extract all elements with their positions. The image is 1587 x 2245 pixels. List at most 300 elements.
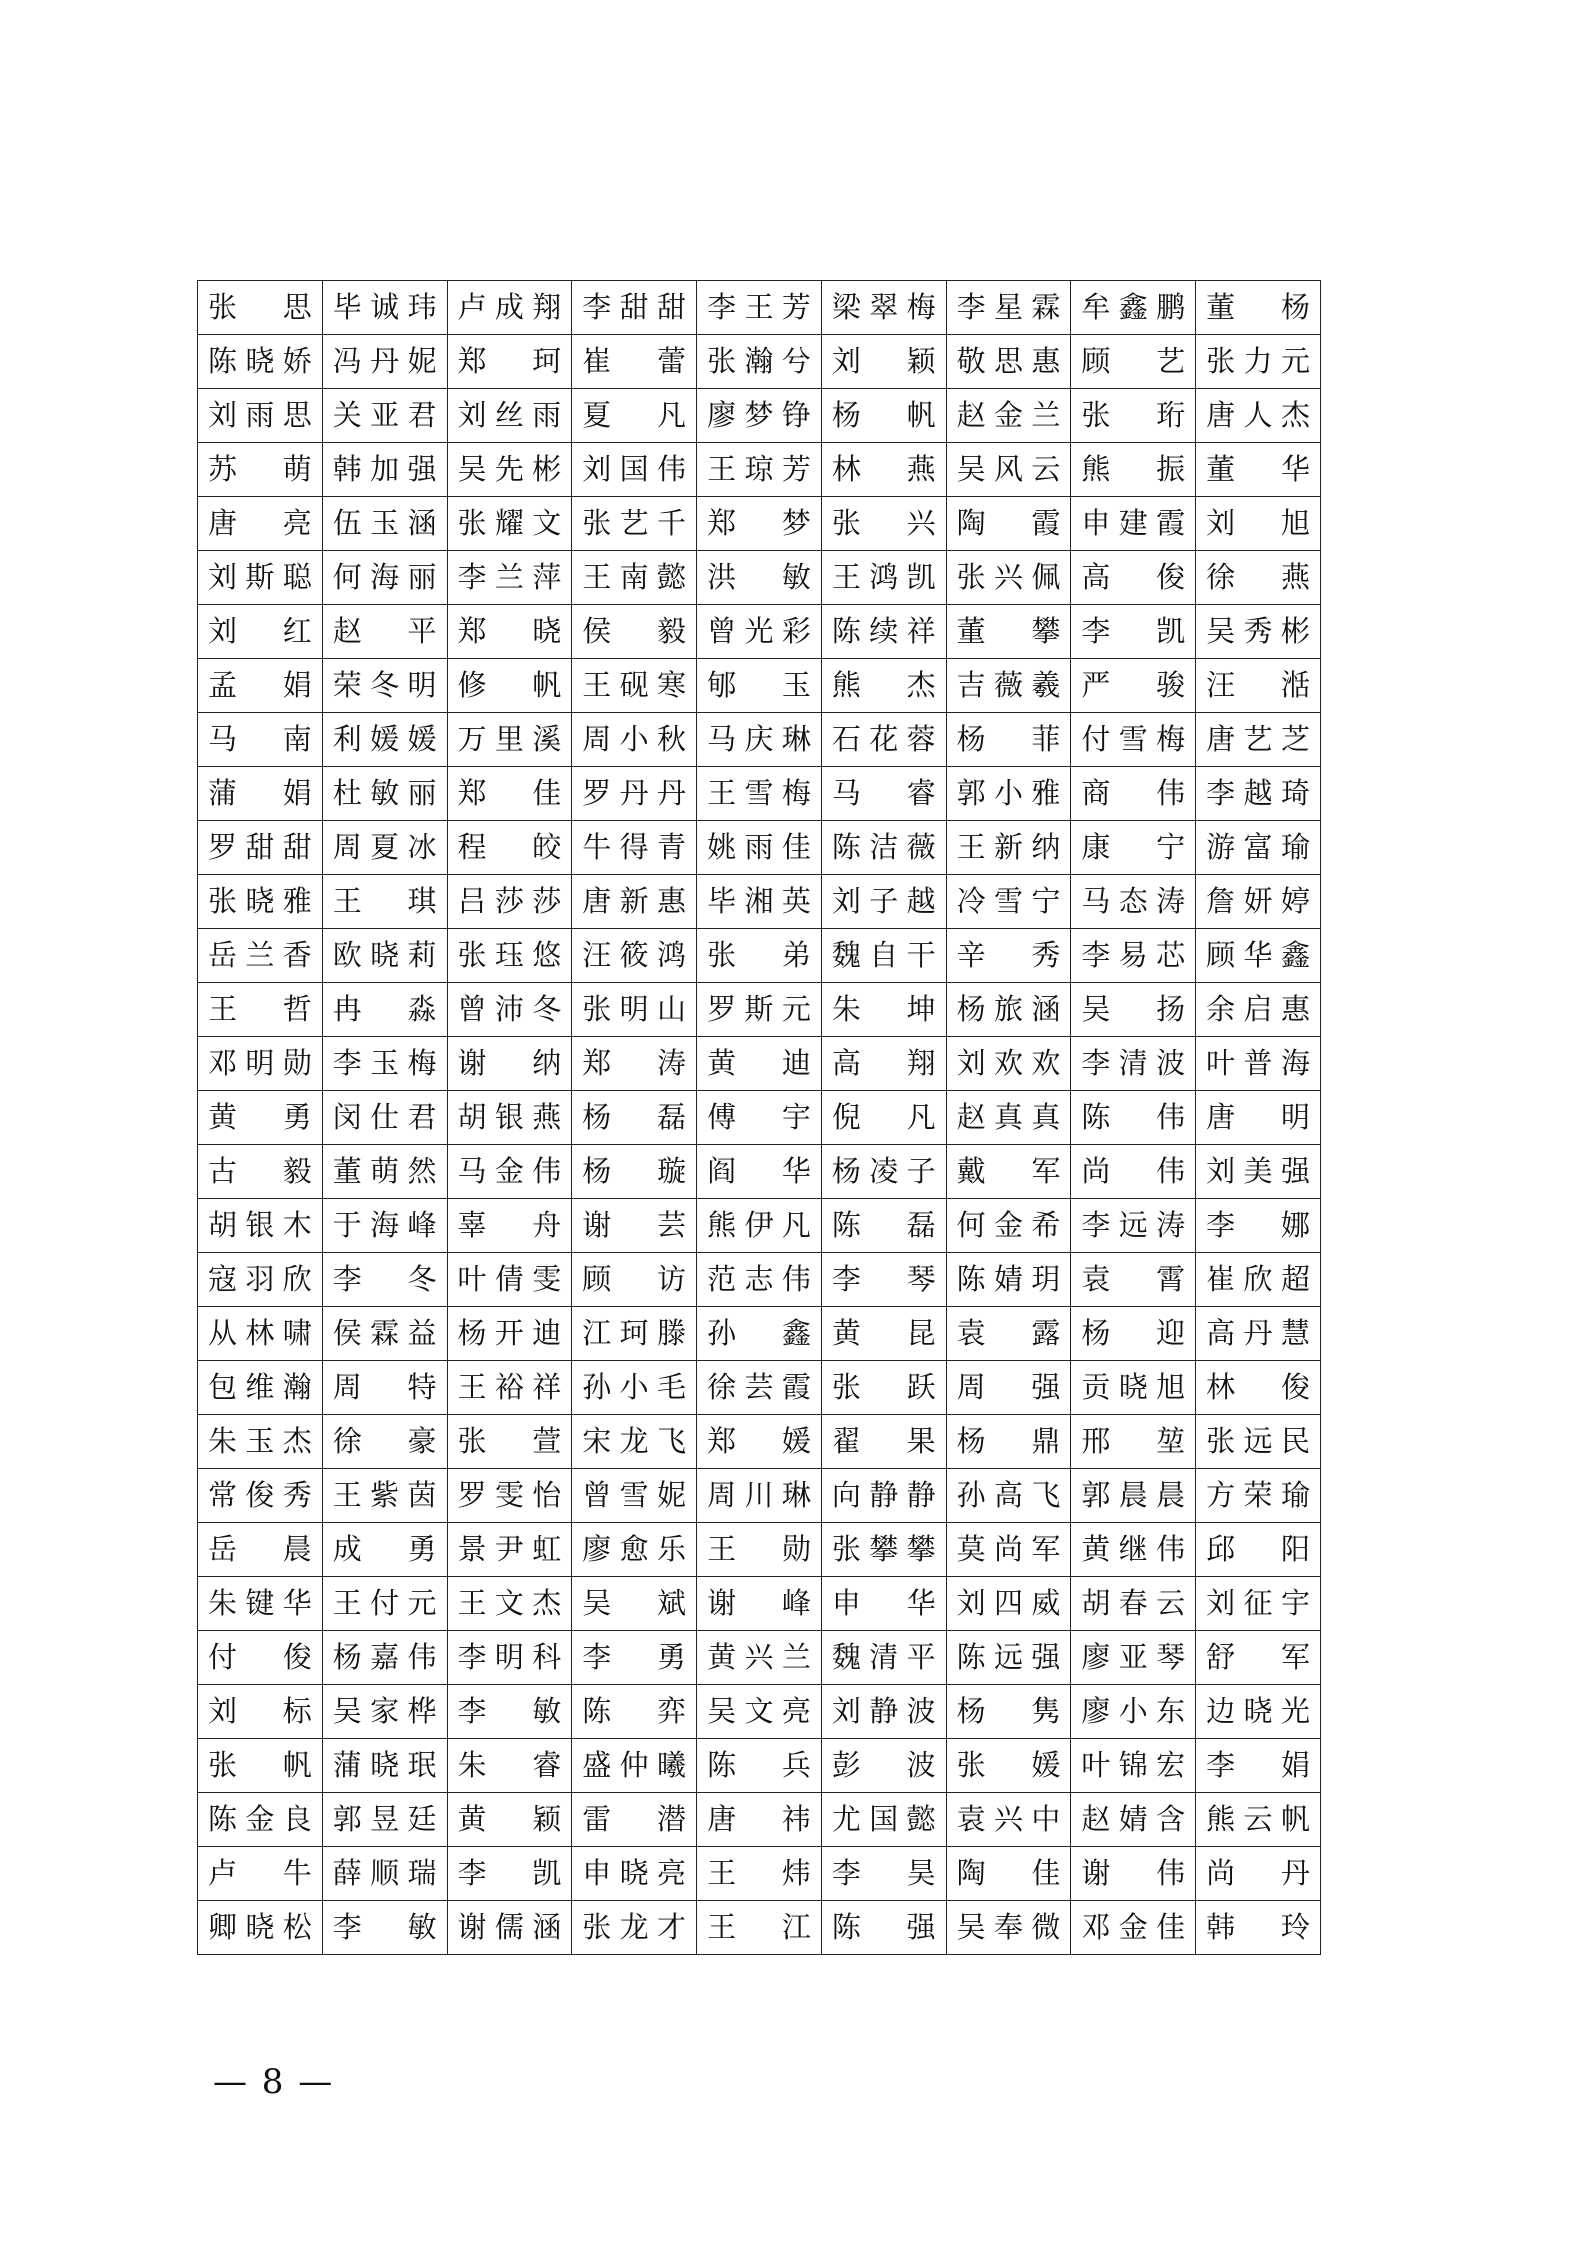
person-name: 蒲晓珉 (332, 1748, 437, 1782)
names-table (197, 280, 1321, 1955)
person-name: 孙高飞 (956, 1478, 1061, 1512)
person-name: 陈 兵 (707, 1748, 811, 1782)
table-row (198, 1847, 1321, 1901)
table-cell (821, 1469, 946, 1523)
table-cell (1071, 1901, 1196, 1955)
table-cell (1071, 929, 1196, 983)
person-name: 叶普海 (1206, 1046, 1310, 1080)
person-name: 朱 睿 (457, 1748, 562, 1782)
person-name: 张 萱 (457, 1424, 562, 1458)
table-row (198, 389, 1321, 443)
table-cell (1196, 1739, 1321, 1793)
table-cell (821, 497, 946, 551)
table-cell (697, 659, 822, 713)
person-name: 郭晨晨 (1081, 1478, 1186, 1512)
person-name: 黄继伟 (1081, 1532, 1186, 1566)
table-cell (447, 1307, 572, 1361)
table-cell (322, 551, 447, 605)
person-name: 魏自干 (831, 938, 936, 972)
person-name: 周 特 (332, 1370, 437, 1404)
person-name: 余启惠 (1206, 992, 1310, 1026)
table-cell (697, 443, 822, 497)
table-cell (946, 551, 1071, 605)
table-cell (572, 1901, 697, 1955)
person-name: 汪 湉 (1206, 668, 1310, 702)
person-name: 董萌然 (332, 1154, 437, 1188)
table-cell (198, 1847, 323, 1901)
person-name: 袁兴中 (956, 1802, 1061, 1836)
table-row (198, 1415, 1321, 1469)
person-name: 罗雯怡 (457, 1478, 562, 1512)
table-cell (1196, 1091, 1321, 1145)
table-cell (198, 389, 323, 443)
table-row (198, 875, 1321, 929)
table-cell (198, 1631, 323, 1685)
table-cell (946, 1307, 1071, 1361)
person-name: 王鸿凯 (831, 560, 936, 594)
table-cell (946, 281, 1071, 335)
person-name: 盛仲曦 (582, 1748, 687, 1782)
person-name: 曾沛冬 (457, 992, 562, 1026)
table-cell (1196, 983, 1321, 1037)
person-name: 利媛媛 (332, 722, 437, 756)
person-name: 张珏悠 (457, 938, 562, 972)
table-cell (322, 1793, 447, 1847)
table-cell (1196, 389, 1321, 443)
person-name: 彭 波 (831, 1748, 936, 1782)
table-cell (447, 983, 572, 1037)
table-cell (1196, 1469, 1321, 1523)
table-cell (946, 1253, 1071, 1307)
person-name: 刘国伟 (582, 452, 687, 486)
table-cell (946, 497, 1071, 551)
table-cell (572, 1577, 697, 1631)
person-name: 徐芸霞 (707, 1370, 811, 1404)
person-name: 汪筱鸿 (582, 938, 687, 972)
table-cell (572, 1037, 697, 1091)
table-cell (821, 1739, 946, 1793)
person-name: 吴 斌 (582, 1586, 687, 1620)
table-cell (697, 497, 822, 551)
table-cell (198, 443, 323, 497)
person-name: 吴奉微 (956, 1910, 1061, 1944)
person-name: 卿晓松 (208, 1910, 312, 1944)
person-name: 马 南 (208, 722, 312, 756)
person-name: 陈 伟 (1081, 1100, 1186, 1134)
table-cell (572, 1469, 697, 1523)
person-name: 李甜甜 (582, 290, 687, 324)
table-cell (198, 335, 323, 389)
table-cell (572, 551, 697, 605)
person-name: 游富瑜 (1206, 830, 1310, 864)
table-cell (572, 1415, 697, 1469)
person-name: 周小秋 (582, 722, 687, 756)
table-cell (821, 1793, 946, 1847)
table-cell (1071, 983, 1196, 1037)
table-cell (821, 335, 946, 389)
table-cell (821, 1577, 946, 1631)
table-cell (572, 389, 697, 443)
person-name: 吴先彬 (457, 452, 562, 486)
table-cell (322, 1577, 447, 1631)
person-name: 李易芯 (1081, 938, 1186, 972)
person-name: 李清波 (1081, 1046, 1186, 1080)
person-name: 韩加强 (332, 452, 437, 486)
table-cell (821, 1631, 946, 1685)
table-cell (697, 389, 822, 443)
table-cell (572, 659, 697, 713)
person-name: 杨 隽 (956, 1694, 1061, 1728)
person-name: 刘丝雨 (457, 398, 562, 432)
table-cell (322, 1091, 447, 1145)
person-name: 修 帆 (457, 668, 562, 702)
table-cell (198, 1091, 323, 1145)
person-name: 李 敏 (332, 1910, 437, 1944)
person-name: 王 炜 (707, 1856, 811, 1890)
person-name: 孟 娟 (208, 668, 312, 702)
person-name: 廖亚琴 (1081, 1640, 1186, 1674)
table-row (198, 983, 1321, 1037)
table-cell (572, 713, 697, 767)
table-cell (697, 281, 822, 335)
table-cell (447, 1847, 572, 1901)
person-name: 于海峰 (332, 1208, 437, 1242)
person-name: 姚雨佳 (707, 830, 811, 864)
table-cell (1071, 1793, 1196, 1847)
table-cell (946, 605, 1071, 659)
table-cell (322, 767, 447, 821)
person-name: 马态涛 (1081, 884, 1186, 918)
person-name: 成 勇 (332, 1532, 437, 1566)
table-cell (1071, 1523, 1196, 1577)
table-cell (1196, 713, 1321, 767)
person-name: 刘雨思 (208, 398, 312, 432)
person-name: 王琼芳 (707, 452, 811, 486)
person-name: 李玉梅 (332, 1046, 437, 1080)
person-name: 何海丽 (332, 560, 437, 594)
person-name: 曾光彩 (707, 614, 811, 648)
person-name: 倪 凡 (831, 1100, 936, 1134)
person-name: 郑 珂 (457, 344, 562, 378)
person-name: 卢成翔 (457, 290, 562, 324)
table-cell (821, 1199, 946, 1253)
person-name: 辛 秀 (956, 938, 1061, 972)
table-cell (821, 551, 946, 605)
table-cell (572, 335, 697, 389)
table-cell (447, 821, 572, 875)
table-cell (697, 1037, 822, 1091)
table-row (198, 281, 1321, 335)
table-cell (322, 1523, 447, 1577)
person-name: 吉薇羲 (956, 668, 1061, 702)
person-name: 袁 霄 (1081, 1262, 1186, 1296)
person-name: 廖愈乐 (582, 1532, 687, 1566)
person-name: 付雪梅 (1081, 722, 1186, 756)
table-cell (1196, 605, 1321, 659)
table-cell (697, 1307, 822, 1361)
person-name: 胡银燕 (457, 1100, 562, 1134)
table-cell (946, 1901, 1071, 1955)
person-name: 陈远强 (956, 1640, 1061, 1674)
table-cell (198, 713, 323, 767)
person-name: 申晓亮 (582, 1856, 687, 1890)
person-name: 包维瀚 (208, 1370, 312, 1404)
person-name: 邱 阳 (1206, 1532, 1310, 1566)
table-cell (697, 1199, 822, 1253)
person-name: 王文杰 (457, 1586, 562, 1620)
person-name: 贡晓旭 (1081, 1370, 1186, 1404)
person-name: 何金希 (956, 1208, 1061, 1242)
person-name: 牛得青 (582, 830, 687, 864)
table-cell (946, 1793, 1071, 1847)
person-name: 商 伟 (1081, 776, 1186, 810)
table-cell (198, 1793, 323, 1847)
table-cell (572, 1523, 697, 1577)
person-name: 陈金良 (208, 1802, 312, 1836)
person-name: 莫尚军 (956, 1532, 1061, 1566)
table-cell (946, 1361, 1071, 1415)
person-name: 张 弟 (707, 938, 811, 972)
table-cell (821, 983, 946, 1037)
person-name: 朱玉杰 (208, 1424, 312, 1458)
person-name: 舒 军 (1206, 1640, 1310, 1674)
table-cell (697, 1685, 822, 1739)
person-name: 胡银木 (208, 1208, 312, 1242)
person-name: 王紫茵 (332, 1478, 437, 1512)
table-cell (946, 1091, 1071, 1145)
person-name: 卢 牛 (208, 1856, 312, 1890)
table-cell (322, 1361, 447, 1415)
table-cell (1196, 1037, 1321, 1091)
person-name: 杨 帆 (831, 398, 936, 432)
table-cell (946, 1145, 1071, 1199)
person-name: 王 江 (707, 1910, 811, 1944)
table-cell (322, 443, 447, 497)
table-cell (1196, 443, 1321, 497)
person-name: 熊云帆 (1206, 1802, 1310, 1836)
table-cell (821, 605, 946, 659)
table-cell (821, 767, 946, 821)
person-name: 陶 佳 (956, 1856, 1061, 1890)
table-cell (1071, 1631, 1196, 1685)
table-cell (447, 281, 572, 335)
table-cell (946, 1415, 1071, 1469)
person-name: 袁 露 (956, 1316, 1061, 1350)
table-cell (821, 1307, 946, 1361)
person-name: 刘子越 (831, 884, 936, 918)
person-name: 赵 平 (332, 614, 437, 648)
table-cell (322, 1469, 447, 1523)
person-name: 郭昱廷 (332, 1802, 437, 1836)
table-cell (447, 551, 572, 605)
table-cell (821, 1361, 946, 1415)
person-name: 魏清平 (831, 1640, 936, 1674)
person-name: 陈 弈 (582, 1694, 687, 1728)
person-name: 曾雪妮 (582, 1478, 687, 1512)
table-row (198, 1685, 1321, 1739)
person-name: 张艺千 (582, 506, 687, 540)
table-cell (697, 983, 822, 1037)
table-cell (1196, 659, 1321, 713)
table-cell (946, 443, 1071, 497)
person-name: 江珂滕 (582, 1316, 687, 1350)
table-cell (1196, 929, 1321, 983)
table-cell (1071, 389, 1196, 443)
person-name: 周夏冰 (332, 830, 437, 864)
person-name: 马金伟 (457, 1154, 562, 1188)
person-name: 杨开迪 (457, 1316, 562, 1350)
person-name: 李王芳 (707, 290, 811, 324)
person-name: 董 杨 (1206, 290, 1310, 324)
table-cell (198, 659, 323, 713)
table-row (198, 1091, 1321, 1145)
table-cell (447, 497, 572, 551)
person-name: 王 琪 (332, 884, 437, 918)
table-cell (322, 335, 447, 389)
table-cell (821, 1901, 946, 1955)
table-cell (572, 983, 697, 1037)
person-name: 唐 明 (1206, 1100, 1310, 1134)
person-name: 刘静波 (831, 1694, 936, 1728)
table-cell (447, 1253, 572, 1307)
person-name: 薛顺瑞 (332, 1856, 437, 1890)
table-cell (821, 929, 946, 983)
table-cell (821, 1847, 946, 1901)
table-cell (198, 1361, 323, 1415)
table-cell (572, 281, 697, 335)
table-cell (946, 1469, 1071, 1523)
table-cell (1196, 335, 1321, 389)
table-cell (1071, 281, 1196, 335)
table-cell (1071, 767, 1196, 821)
table-cell (697, 929, 822, 983)
table-cell (322, 1253, 447, 1307)
table-cell (322, 1307, 447, 1361)
table-cell (697, 1847, 822, 1901)
table-cell (198, 551, 323, 605)
person-name: 杨旅涵 (956, 992, 1061, 1026)
person-name: 张明山 (582, 992, 687, 1026)
table-cell (1196, 1361, 1321, 1415)
person-name: 李 敏 (457, 1694, 562, 1728)
table-cell (198, 929, 323, 983)
person-name: 唐人杰 (1206, 398, 1310, 432)
person-name: 谢 纳 (457, 1046, 562, 1080)
person-name: 谢 峰 (707, 1586, 811, 1620)
person-name: 程 皎 (457, 830, 562, 864)
person-name: 叶倩雯 (457, 1262, 562, 1296)
person-name: 王 哲 (208, 992, 312, 1026)
table-cell (572, 875, 697, 929)
table-row (198, 1469, 1321, 1523)
table-cell (1196, 1307, 1321, 1361)
person-name: 唐新惠 (582, 884, 687, 918)
table-cell (322, 1631, 447, 1685)
table-cell (572, 1847, 697, 1901)
table-cell (447, 1793, 572, 1847)
person-name: 刘斯聪 (208, 560, 312, 594)
person-name: 寇羽欣 (208, 1262, 312, 1296)
table-cell (946, 1631, 1071, 1685)
person-name: 马庆琳 (707, 722, 811, 756)
table-cell (198, 281, 323, 335)
person-name: 杨嘉伟 (332, 1640, 437, 1674)
table-row (198, 713, 1321, 767)
table-cell (572, 1793, 697, 1847)
table-cell (447, 1685, 572, 1739)
table-cell (322, 1415, 447, 1469)
table-cell (1196, 497, 1321, 551)
person-name: 张兴佩 (956, 560, 1061, 594)
table-cell (1071, 1469, 1196, 1523)
person-name: 王裕祥 (457, 1370, 562, 1404)
person-name: 万里溪 (457, 722, 562, 756)
table-cell (198, 497, 323, 551)
person-name: 胡春云 (1081, 1586, 1186, 1620)
person-name: 王南懿 (582, 560, 687, 594)
person-name: 孙 鑫 (707, 1316, 811, 1350)
person-name: 杨 迎 (1081, 1316, 1186, 1350)
table-cell (1196, 875, 1321, 929)
table-row (198, 1793, 1321, 1847)
person-name: 李远涛 (1081, 1208, 1186, 1242)
table-cell (1196, 1415, 1321, 1469)
table-cell (697, 1361, 822, 1415)
person-name: 王 勋 (707, 1532, 811, 1566)
table-row (198, 605, 1321, 659)
person-name: 康 宁 (1081, 830, 1186, 864)
table-cell (1071, 335, 1196, 389)
table-cell (572, 1253, 697, 1307)
table-cell (322, 1901, 447, 1955)
table-cell (697, 1739, 822, 1793)
person-name: 李 昊 (831, 1856, 936, 1890)
table-cell (1071, 551, 1196, 605)
person-name: 梁翠梅 (831, 290, 936, 324)
person-name: 张远民 (1206, 1424, 1310, 1458)
person-name: 邓金佳 (1081, 1910, 1186, 1944)
person-name: 张 兴 (831, 506, 936, 540)
table-cell (821, 713, 946, 767)
table-cell (198, 875, 323, 929)
table-cell (447, 875, 572, 929)
person-name: 郇 玉 (707, 668, 811, 702)
table-cell (322, 929, 447, 983)
person-name: 李 冬 (332, 1262, 437, 1296)
person-name: 蒲 娟 (208, 776, 312, 810)
table-cell (1071, 1415, 1196, 1469)
person-name: 张 珩 (1081, 398, 1186, 432)
table-row (198, 1361, 1321, 1415)
person-name: 阎 华 (707, 1154, 811, 1188)
table-cell (821, 1685, 946, 1739)
table-row (198, 1901, 1321, 1955)
table-cell (697, 821, 822, 875)
person-name: 向静静 (831, 1478, 936, 1512)
table-cell (697, 1901, 822, 1955)
table-cell (821, 1415, 946, 1469)
table-cell (1196, 1847, 1321, 1901)
person-name: 高 翔 (831, 1046, 936, 1080)
table-cell (322, 821, 447, 875)
person-name: 石花蓉 (831, 722, 936, 756)
table-cell (946, 821, 1071, 875)
table-cell (946, 767, 1071, 821)
person-name: 陈洁薇 (831, 830, 936, 864)
table-cell (447, 1631, 572, 1685)
table-row (198, 1037, 1321, 1091)
person-name: 申 华 (831, 1586, 936, 1620)
